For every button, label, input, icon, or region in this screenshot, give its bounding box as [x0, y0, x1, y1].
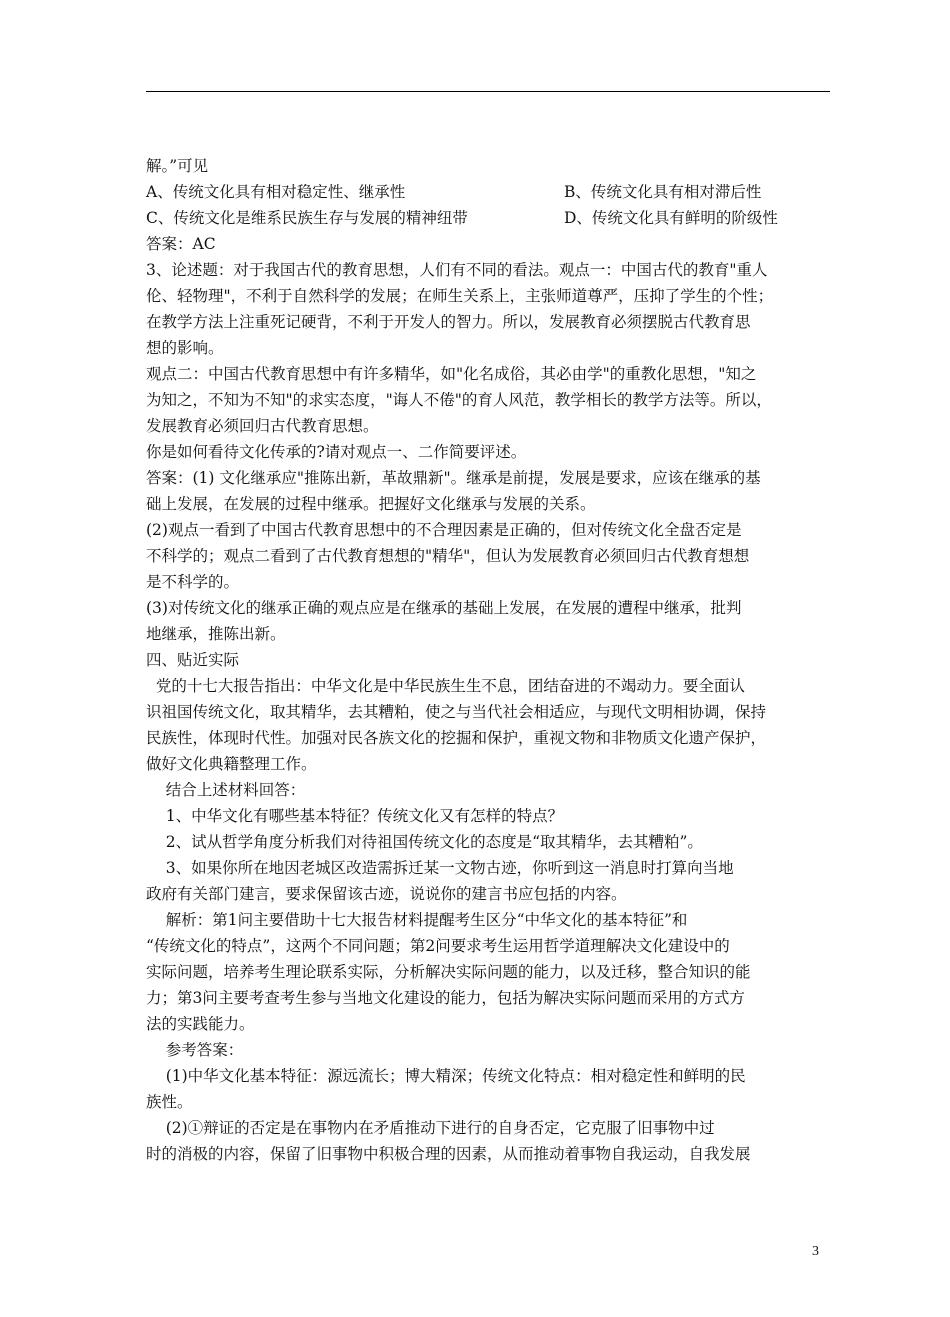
text-line: 法的实践能力。 — [146, 1015, 255, 1033]
text-line: 结合上述材料回答： — [146, 781, 306, 799]
text-line: 3、论述题：对于我国古代的教育思想，人们有不同的看法。观点一：中国古代的教育"重人 — [146, 261, 768, 279]
text-line: “传统文化的特点”，这两个不同问题；第2问要求考生运用哲学道理解决文化建设中的 — [146, 937, 730, 955]
section-heading: 四、贴近实际 — [146, 651, 240, 669]
text-line: 为知之，不知为不知"的求实态度，"诲人不倦"的育人风范，教学相长的教学方法等。所以， — [146, 391, 772, 409]
text-line: 2、试从哲学角度分析我们对待祖国传统文化的态度是“取其精华，去其糟粕”。 — [146, 833, 703, 851]
q2-answer: 答案：AC — [146, 235, 216, 253]
text-line: 观点二：中国古代教育思想中有许多精华，如"化名成俗，其必由学"的重教化思想，"知之 — [146, 365, 757, 383]
question-3 — [146, 257, 836, 647]
text-line: 族性。 — [146, 1093, 193, 1111]
q2-tail: 解。”可见 — [146, 157, 209, 175]
text-line: 发展教育必须回归古代教育思想。 — [146, 417, 379, 435]
text-line: 伦、轻物理"，不利于自然科学的发展；在师生关系上，主张师道尊严，压抑了学生的个性； — [146, 287, 774, 305]
text-line: 实际问题，培养考生理论联系实际，分析解决实际问题的能力，以及迁移，整合知识的能 — [146, 963, 751, 981]
option-c: C、传统文化是维系民族生存与发展的精神纽带 — [146, 209, 468, 227]
text-line: (3)对传统文化的继承正确的观点应是在继承的基础上发展，在发展的遭程中继承，批判 — [146, 599, 742, 617]
text-line: 1、中华文化有哪些基本特征？传统文化又有怎样的特点？ — [146, 807, 564, 825]
text-line: 地继承，推陈出新。 — [146, 625, 286, 643]
option-d: D、传统文化具有鲜明的阶级性 — [564, 209, 778, 227]
text-line: (1)中华文化基本特征：源远流长；博大精深；传统文化特点：相对稳定性和鲜明的民 — [146, 1067, 746, 1085]
section-4 — [146, 647, 836, 1167]
text-line: 力；第3问主要考查考生参与当地文化建设的能力，包括为解决实际问题而采用的方式方 — [146, 989, 745, 1007]
text-line: 解析：第1问主要借助十七大报告材料提醒考生区分“中华文化的基本特征”和 — [146, 911, 688, 929]
q2-options-row-1 — [146, 179, 836, 205]
text-line: 想的影响。 — [146, 339, 224, 357]
text-line: 参考答案： — [146, 1041, 244, 1059]
text-line: 党的十七大报告指出：中华文化是中华民族生生不息，团结奋进的不竭动力。要全面认 — [146, 677, 745, 695]
text-line: 做好文化典籍整理工作。 — [146, 755, 317, 773]
option-a: A、传统文化具有相对稳定性、继承性 — [146, 183, 406, 201]
text-line: 答案：(1) 文化继承应"推陈出新，革故鼎新"。继承是前提，发展是要求，应该在继承的基 — [146, 469, 761, 487]
text-line: 3、如果你所在地因老城区改造需拆迁某一文物古迹，你听到这一消息时打算向当地 — [146, 859, 734, 877]
page-number: 3 — [812, 1244, 819, 1259]
text-line: 是不科学的。 — [146, 573, 240, 591]
header-rule — [146, 91, 830, 92]
text-line: (2)观点一看到了中国古代教育思想中的不合理因素是正确的，但对传统文化全盘否定是 — [146, 521, 742, 539]
q2-options-row-2 — [146, 205, 836, 231]
text-line: 时的消极的内容，保留了旧事物中积极合理的因素，从而推动着事物自我运动，自我发展 — [146, 1145, 751, 1163]
text-line: 础上发展，在发展的过程中继承。把握好文化继承与发展的关系。 — [146, 495, 596, 513]
text-line: 不科学的；观点二看到了古代教育想想的"精华"，但认为发展教育必须回归古代教育想想 — [146, 547, 750, 565]
text-line: 民族性，体现时代性。加强对民各族文化的挖掘和保护，重视文物和非物质文化遗产保护， — [146, 729, 767, 747]
option-b: B、传统文化具有相对滞后性 — [564, 183, 762, 201]
text-line: (2)①辩证的否定是在事物内在矛盾推动下进行的自身否定，它克服了旧事物中过 — [146, 1119, 715, 1137]
text-line: 在教学方法上注重死记硬背，不利于开发人的智力。所以，发展教育必须摆脱古代教育思 — [146, 313, 751, 331]
text-line: 识祖国传统文化，取其精华，去其糟粕，使之与当代社会相适应，与现代文明相协调，保持 — [146, 703, 767, 721]
page-body — [146, 153, 836, 1167]
text-line: 你是如何看待文化传承的?请对观点一、二作简要评述。 — [146, 443, 527, 461]
text-line: 政府有关部门建言，要求保留该古迹，说说你的建言书应包括的内容。 — [146, 885, 627, 903]
